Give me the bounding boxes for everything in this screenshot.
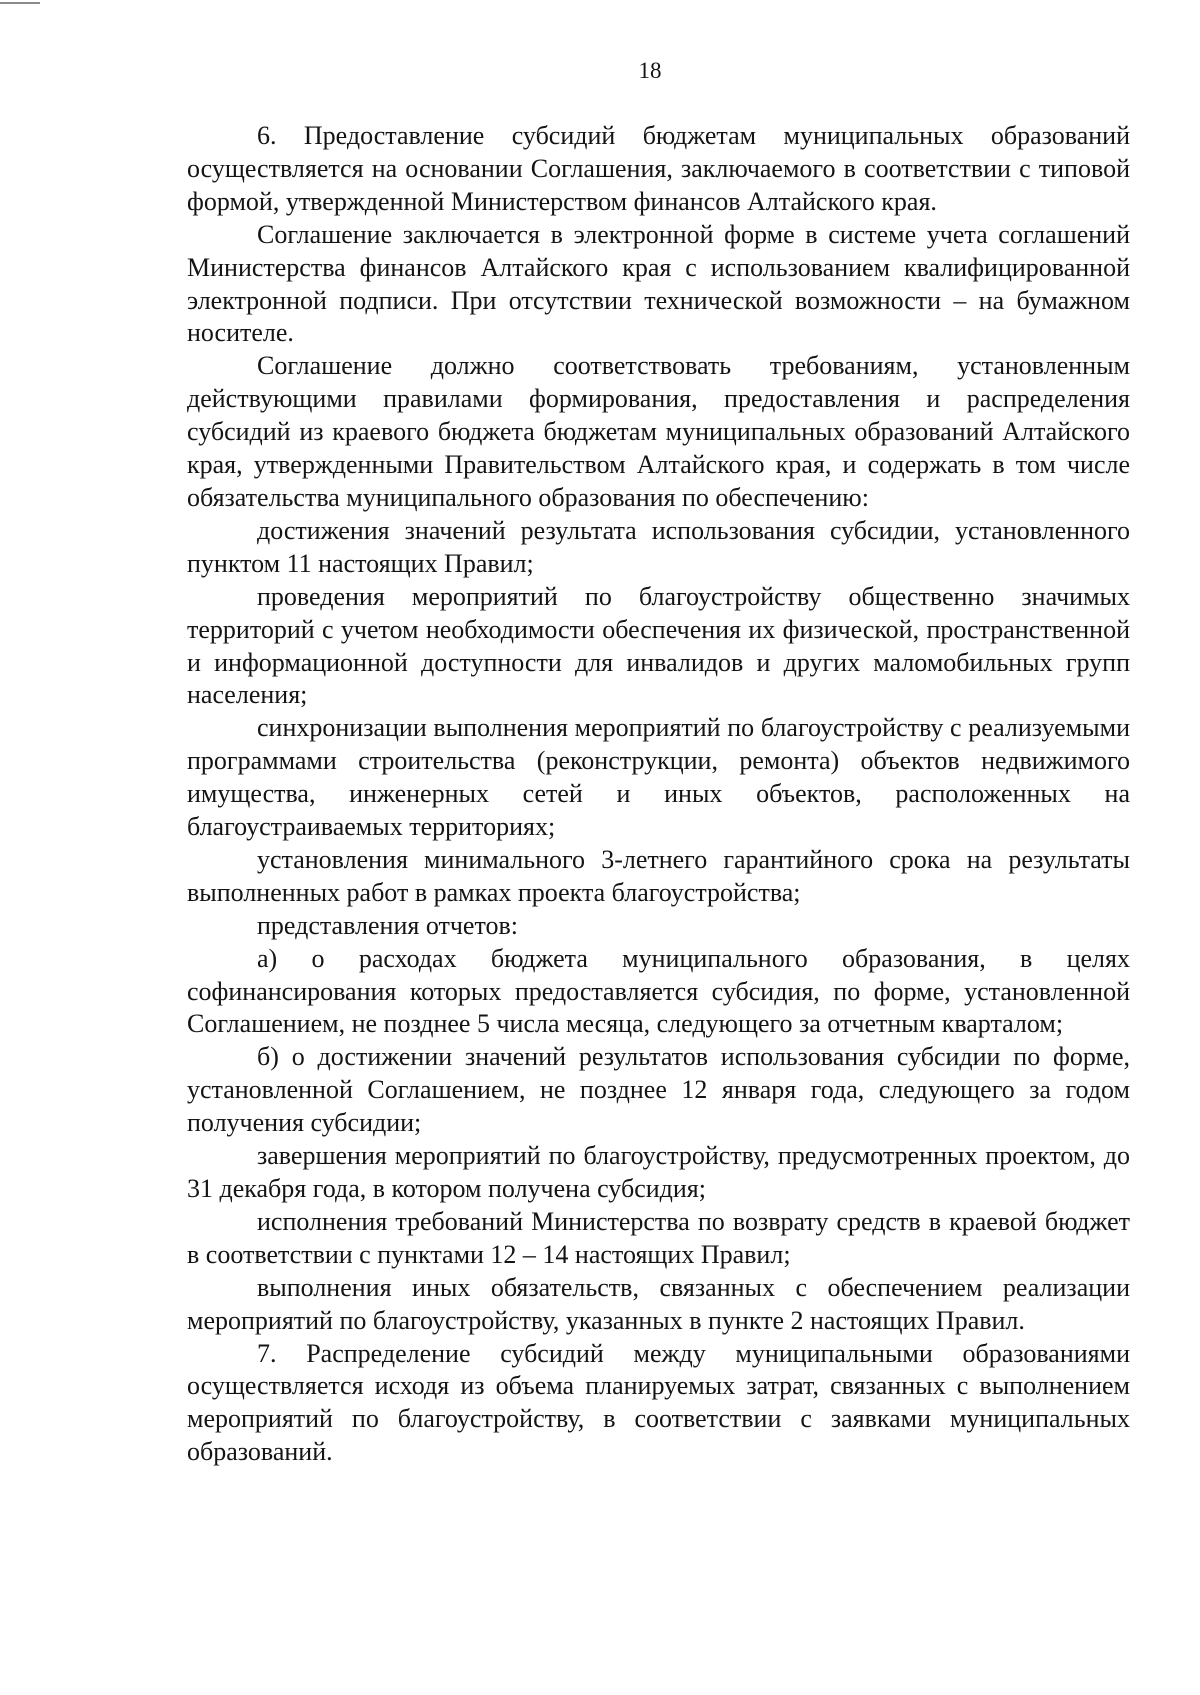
- paragraph-electronic-form: Соглашение заключается в электронной форме в системе учета соглашений Министерства финансов Алтайского края с использованием квалифицированной электронной подписи. При отсутствии технической возможности – на бумажном носителе.: [187, 219, 1130, 348]
- paragraph-other-obligations: выполнения иных обязательств, связанных с обеспечением реализации мероприятий по благоустройству, указанных в пункте 2 настоящих Правил.: [187, 1272, 1130, 1335]
- paragraph-refund: исполнения требований Министерства по возврату средств в краевой бюджет в соответствии с пунктами 12 – 14 настоящих Правил;: [187, 1206, 1130, 1269]
- page-number: 18: [638, 58, 662, 83]
- paragraph-result-values: достижения значений результата использования субсидии, установленного пунктом 11 настоящих Правил;: [187, 515, 1130, 578]
- paragraph-report-b: б) о достижении значений результатов использования субсидии по форме, установленной Соглашением, не позднее 12 января года, следующего за годом получения субсидии;: [187, 1042, 1130, 1138]
- paragraph-clause-6: 6. Предоставление субсидий бюджетам муниципальных образований осуществляется на основании Соглашения, заключаемого в соответствии с типовой формой, утвержденной Министерством финансов Алтайского края.: [187, 121, 1130, 216]
- paragraph-synchronization: синхронизации выполнения мероприятий по благоустройству с реализуемыми программами строительства (реконструкции, ремонта) объектов недвижимого имущества, инженерных сетей и иных объектов, расположенных на благоустраиваемых территориях;: [187, 713, 1130, 842]
- paragraph-agreement-requirements: Соглашение должно соответствовать требованиям, установленным действующими правилами формирования, предоставления и распределения субсидий из краевого бюджета бюджетам муниципальных образований Алтайского края, утвержденными Правительством Алтайского края, и содержать в том числе обязательства муниципального образования по обеспечению:: [187, 351, 1130, 512]
- paragraph-accessibility: проведения мероприятий по благоустройству общественно значимых территорий с учетом необходимости обеспечения их физической, пространственной и информационной доступности для инвалидов и других маломобильных групп населения;: [187, 581, 1130, 710]
- paragraph-completion: завершения мероприятий по благоустройству, предусмотренных проектом, до 31 декабря года, в котором получена субсидия;: [187, 1141, 1130, 1203]
- paragraph-clause-7: 7. Распределение субсидий между муниципальными образованиями осуществляется исходя из объема планируемых затрат, связанных с выполнением мероприятий по благоустройству, в соответствии с заявками муниципальных образований.: [187, 1338, 1130, 1467]
- paragraph-warranty: установления минимального 3-летнего гарантийного срока на результаты выполненных работ в рамках проекта благоустройства;: [187, 844, 1130, 907]
- scan-edge-mark: [0, 2, 40, 4]
- paragraph-reports: представления отчетов:: [257, 910, 518, 940]
- paragraph-report-a: а) о расходах бюджета муниципального образования, в целях софинансирования которых предоставляется субсидия, по форме, установленной Соглашением, не позднее 5 числа месяца, следующего за отчетным кварталом;: [187, 943, 1130, 1039]
- document-body: [187, 120, 1130, 1469]
